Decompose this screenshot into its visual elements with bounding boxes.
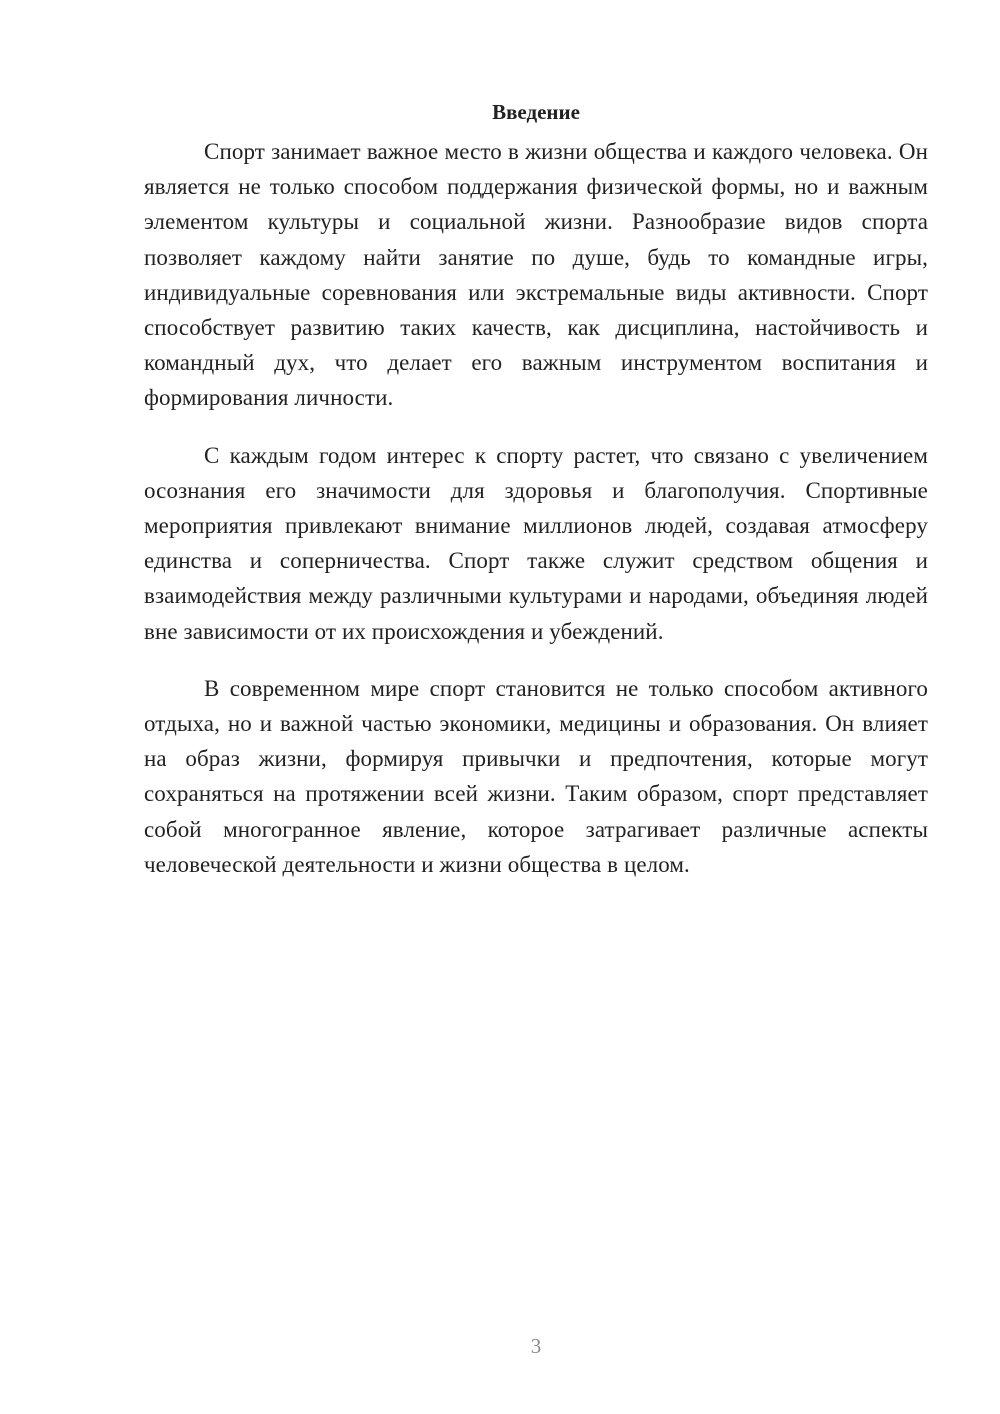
paragraph-3: В современном мире спорт становится не только способом активного отдыха, но и важной частью экономики, медицины и образования. Он влияет на образ жизни, формируя привычки и предпочтения, которые могут сохраняться на протяжении всей жизни. Таким образом, спорт представляет собой многогранное явление, которое затрагивает различные аспекты человеческой деятельности и жизни общества в целом. (144, 675, 928, 877)
section-title: Введение (492, 100, 580, 124)
page-content (144, 98, 928, 904)
paragraph-1: Спорт занимает важное место в жизни общества и каждого человека. Он является не только способом поддержания физической формы, но и важным элементом культуры и социальной жизни. Разнообразие видов спорта позволяет каждому найти занятие по душе, будь то командные игры, индивидуальные соревнования или экстремальные виды активности. Спорт способствует развитию таких качеств, как дисциплина, настойчивость и командный дух, что делает его важным инструментом воспитания и формирования личности. (144, 139, 928, 411)
page-number: 3 (530, 1334, 542, 1358)
paragraph-2: С каждым годом интерес к спорту растет, что связано с увеличением осознания его значимости для здоровья и благополучия. Спортивные мероприятия привлекают внимание миллионов людей, создавая атмосферу единства и соперничества. Спорт также служит средством общения и взаимодействия между различными культурами и народами, объединяя людей вне зависимости от их происхождения и убеждений. (144, 442, 928, 644)
